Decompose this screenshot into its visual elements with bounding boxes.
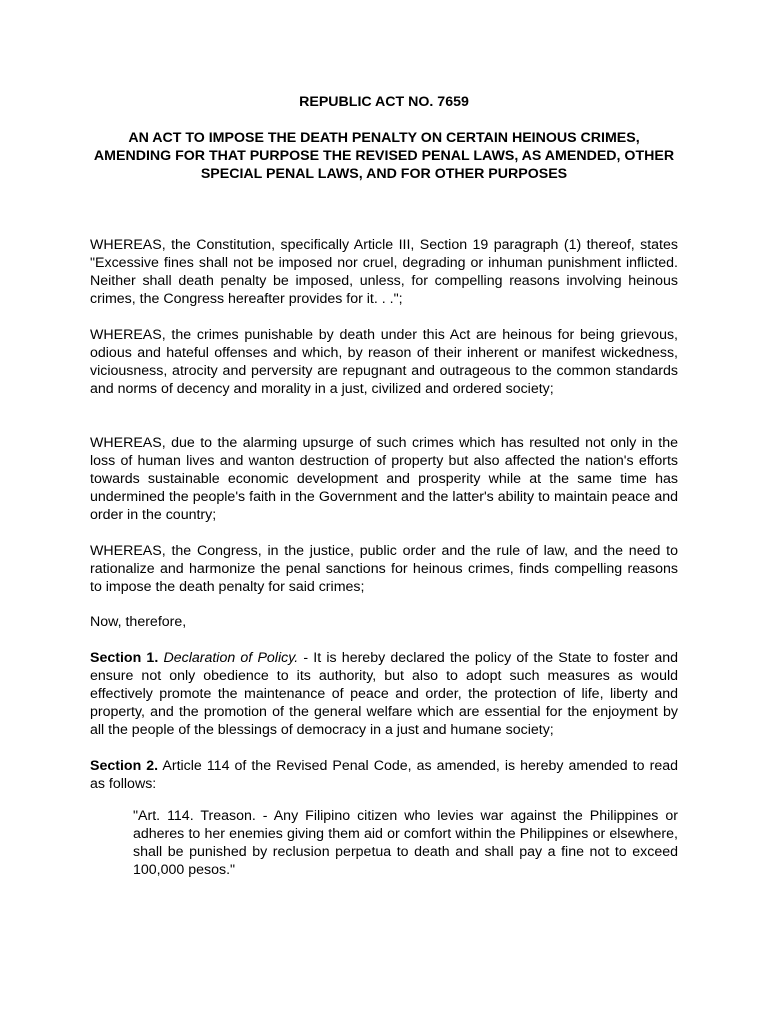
section-2-text: Article 114 of the Revised Penal Code, as amended, is hereby amended to read as follows: — [90, 758, 678, 793]
section-1-text: - It is hereby declared the policy of the State to foster and ensure not only obedience to its authority, but also to adopt such measures as would effectively promote the maintenance of peace and order, the protection of life, liberty and property, and the promotion of the general welfare which are essential for the enjoyment by all the people of the blessings of democracy in a just and humane society; — [90, 650, 678, 739]
whereas-paragraph-3: WHEREAS, due to the alarming upsurge of such crimes which has resulted not only in the loss of human lives and wanton destruction of property but also affected the nation's efforts towards sustainable economic development and prosperity while at the same time has undermined the people's faith in the Government and the latter's ability to maintain peace and order in the country; — [90, 435, 678, 524]
section-2-label: Section 2. — [90, 758, 159, 774]
section-1-heading: Declaration of Policy. — [163, 650, 299, 666]
whereas-paragraph-2: WHEREAS, the crimes punishable by death under this Act are heinous for being grievous, odious and hateful offenses and which, by reason of their inherent or manifest wickedness, viciousness, atrocity and perversity are repugnant and outrageous to the common standards and norms of decency and morality in a just, civilized and ordered society; — [90, 327, 678, 398]
whereas-paragraph-4: WHEREAS, the Congress, in the justice, public order and the rule of law, and the need to rationalize and harmonize the penal sanctions for heinous crimes, finds compelling reasons to impose the death penalty for said crimes; — [90, 543, 678, 596]
article-114-quote: "Art. 114. Treason. - Any Filipino citizen who levies war against the Philippines or adheres to her enemies giving them aid or comfort within the Philippines or elsewhere, shall be punished by reclusion perpetua to death and shall pay a fine not to exceed 100,000 pesos." — [133, 808, 678, 879]
section-1-paragraph — [90, 649, 678, 739]
whereas-paragraph-1: WHEREAS, the Constitution, specifically Article III, Section 19 paragraph (1) thereof, states "Excessive fines shall not be imposed nor cruel, degrading or inhuman punishment inflicted. Neither shall death penalty be imposed, unless, for compelling reasons involving heinous crimes, the Congress hereafter provides for it. . ."; — [90, 237, 678, 308]
act-number: REPUBLIC ACT NO. 7659 — [299, 94, 469, 110]
now-therefore: Now, therefore, — [90, 614, 187, 630]
act-title: AN ACT TO IMPOSE THE DEATH PENALTY ON CERTAIN HEINOUS CRIMES, AMENDING FOR THAT PURPOSE THE REVISED PENAL LAWS, AS AMENDED, OTHER SPECIAL PENAL LAWS, AND FOR OTHER PURPOSES — [93, 130, 675, 182]
section-1-label: Section 1. — [90, 650, 159, 666]
section-2-paragraph — [90, 757, 678, 793]
